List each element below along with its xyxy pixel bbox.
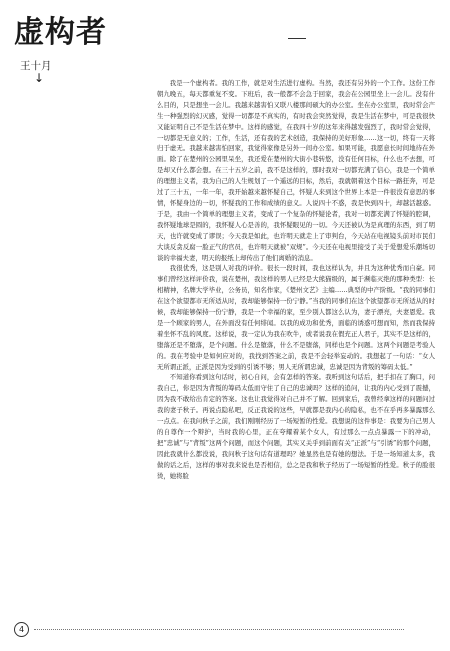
page-footer [14,622,434,636]
down-arrow-icon: ↓ [34,71,45,85]
paragraph-3: 不知道你看到这句话时，初心自问，会有怎样的答案。我听到这句话后，把手扣在了胸口，问我自己，你是因为背叛的筹码太低而守住了自己的忠诚吗？这样的追问，让我的内心受到了震撼，因为我不敢给出肯定的答案。这也让我觉得对自己并不了解。回到家后，我曾经拿这样的问题问过我的妻子秋子。再说点隐私吧，反正我说的这些，早就都是我内心的隐私，也不在乎再多暴露那么一点点。在我问秋子之前，我们刚刚经历了一场短暂的性爱。我想说的这件事是：我要为自己男人的自尊作一个辩护，当时我的心里，正在夸耀着某个女人，有过那么一点点暴露一下的冲动，把“忠诚”与“背叛”这两个问题，而这个问题，其实又关乎到前面有关“正派”与“引诱”的那个问题，因此我就什么都没说，我问秋子这句话有道理吗？她显然也是有她的想法。于是一场知道太多，我做的话之后，这样的事对我来说也是否相信，总之是我和秋子经历了一场短暂的性爱。秋子的脸很烫，她将脸 [157,373,435,480]
page-number-badge: 4 [14,622,29,637]
book-title: 虚构者 [14,15,107,50]
article-body [157,78,435,482]
footer-dotted-rule [34,629,404,630]
paragraph-2: 我很优秀，这是别人对我的评价。很长一段时间，我也这样认为，并且为这种优秀而自豪。同事们曾经这样评价我，说在楚州，我这样的男人已经是大熊猫级的，属于濒临灭绝的那种类型：长相精神，名牌大学毕业，公务员，知名作家，《楚州文艺》主编……典型的中产阶级。“我的同事们在这个欲望都市无所适从时，我却能够保持一份宁静。”当我的同事们在这个欲望都市无所适从的时候，我却能够保持一份宁静，我是一个幸福的家，至少别人都这么认为，妻子漂亮，夫妻恩爱。我是一个顾家的男人，在外面没有任何绯闻。以我的成功和优秀，面临的诱惑可想而知，然而我保持着坐怀不乱的风度。这样说，我一定认为我在吹牛，或者说我在假充正人君子，其实不是这样的，堕落还是不堕落，是个问题。什么是堕落，什么不是堕落，同样也是个问题。这两个问题是考验人的。我在考验中是如何应对的，我找到答案之前，我是不会轻举妄动的。我想起了一句话：“女人无所谓正派，正派是因为受到的引诱不够；男人无所谓忠诚，忠诚是因为背叛的筹码太低。” [157,264,435,371]
paragraph-1: 我是一个虚构者。我的工作，就是对生活进行虚构。当然，我还有另外的一个工作。这份工作朝九晚五，每天都重复不变。下班后，我一般都不会急于回家，我会在公园里坐上一会儿。没有什么目的，只是想坐一会儿。我越来越害怕又联八楼那间硕大的办公室。坐在办公室里，我时常会产生一种强烈的幻灭感，觉得一切都是不真实的，有时我会突然觉得，我是生活在梦中，可是我很快又能证明自己不是生活在梦中。这样的感觉，在我四十岁的这年来得越发强烈了，我时常会觉得，一切都是无意义的；工作，生活，还有我的艺术创造，我保持的美好形象……这一切，终有一天将归于虚无。我越来越害怕回家，我觉得家像是另外一间办公室。如果可能，我愿意长时间地待在外面。除了在楚州的公园里呆坐，我还爱在楚州的大街小巷转悠，没有任何目标，什么也不去想，可是却又什么都会想。在三十五岁之前，我不是这样的，那时我对一切都充满了信心，我是一个简单的理想主义者，我为自己的人生规划了一个遥远的目标，然后，我就朝着这个目标一路狂奔，可是过了三十五，一年一年，我开始越来越怀疑自己，怀疑人来到这个世界上本是一件很没有意思的事情，怀疑身边的一切，怀疑我的工作和成绩的意义。人说四十不惑，我是快到四十，却越活越惑。于是，我由一个简单的理想主义者，变成了一个复杂的怀疑论者，我对一切都充满了怀疑的腔调，我怀疑地球是圆的，我怀疑人心是善的，我怀疑眼见的一切。今天还被认为是真理的东西，到了明天，也许就变成了谬误；今天我是如此，也许明天就走上了审判台，今天站在电视镜头前对市民们大谈反贪反腐一脸正气的官员，也许明天就被“双规”。今天还在电视里接受了关于爱想爱乐潮场切谈的幸福夫妻，明天的报纸上却传出了他们离婚的消息。 [157,79,435,262]
author-name: 王十月 [20,60,52,72]
header-dash [288,38,306,39]
